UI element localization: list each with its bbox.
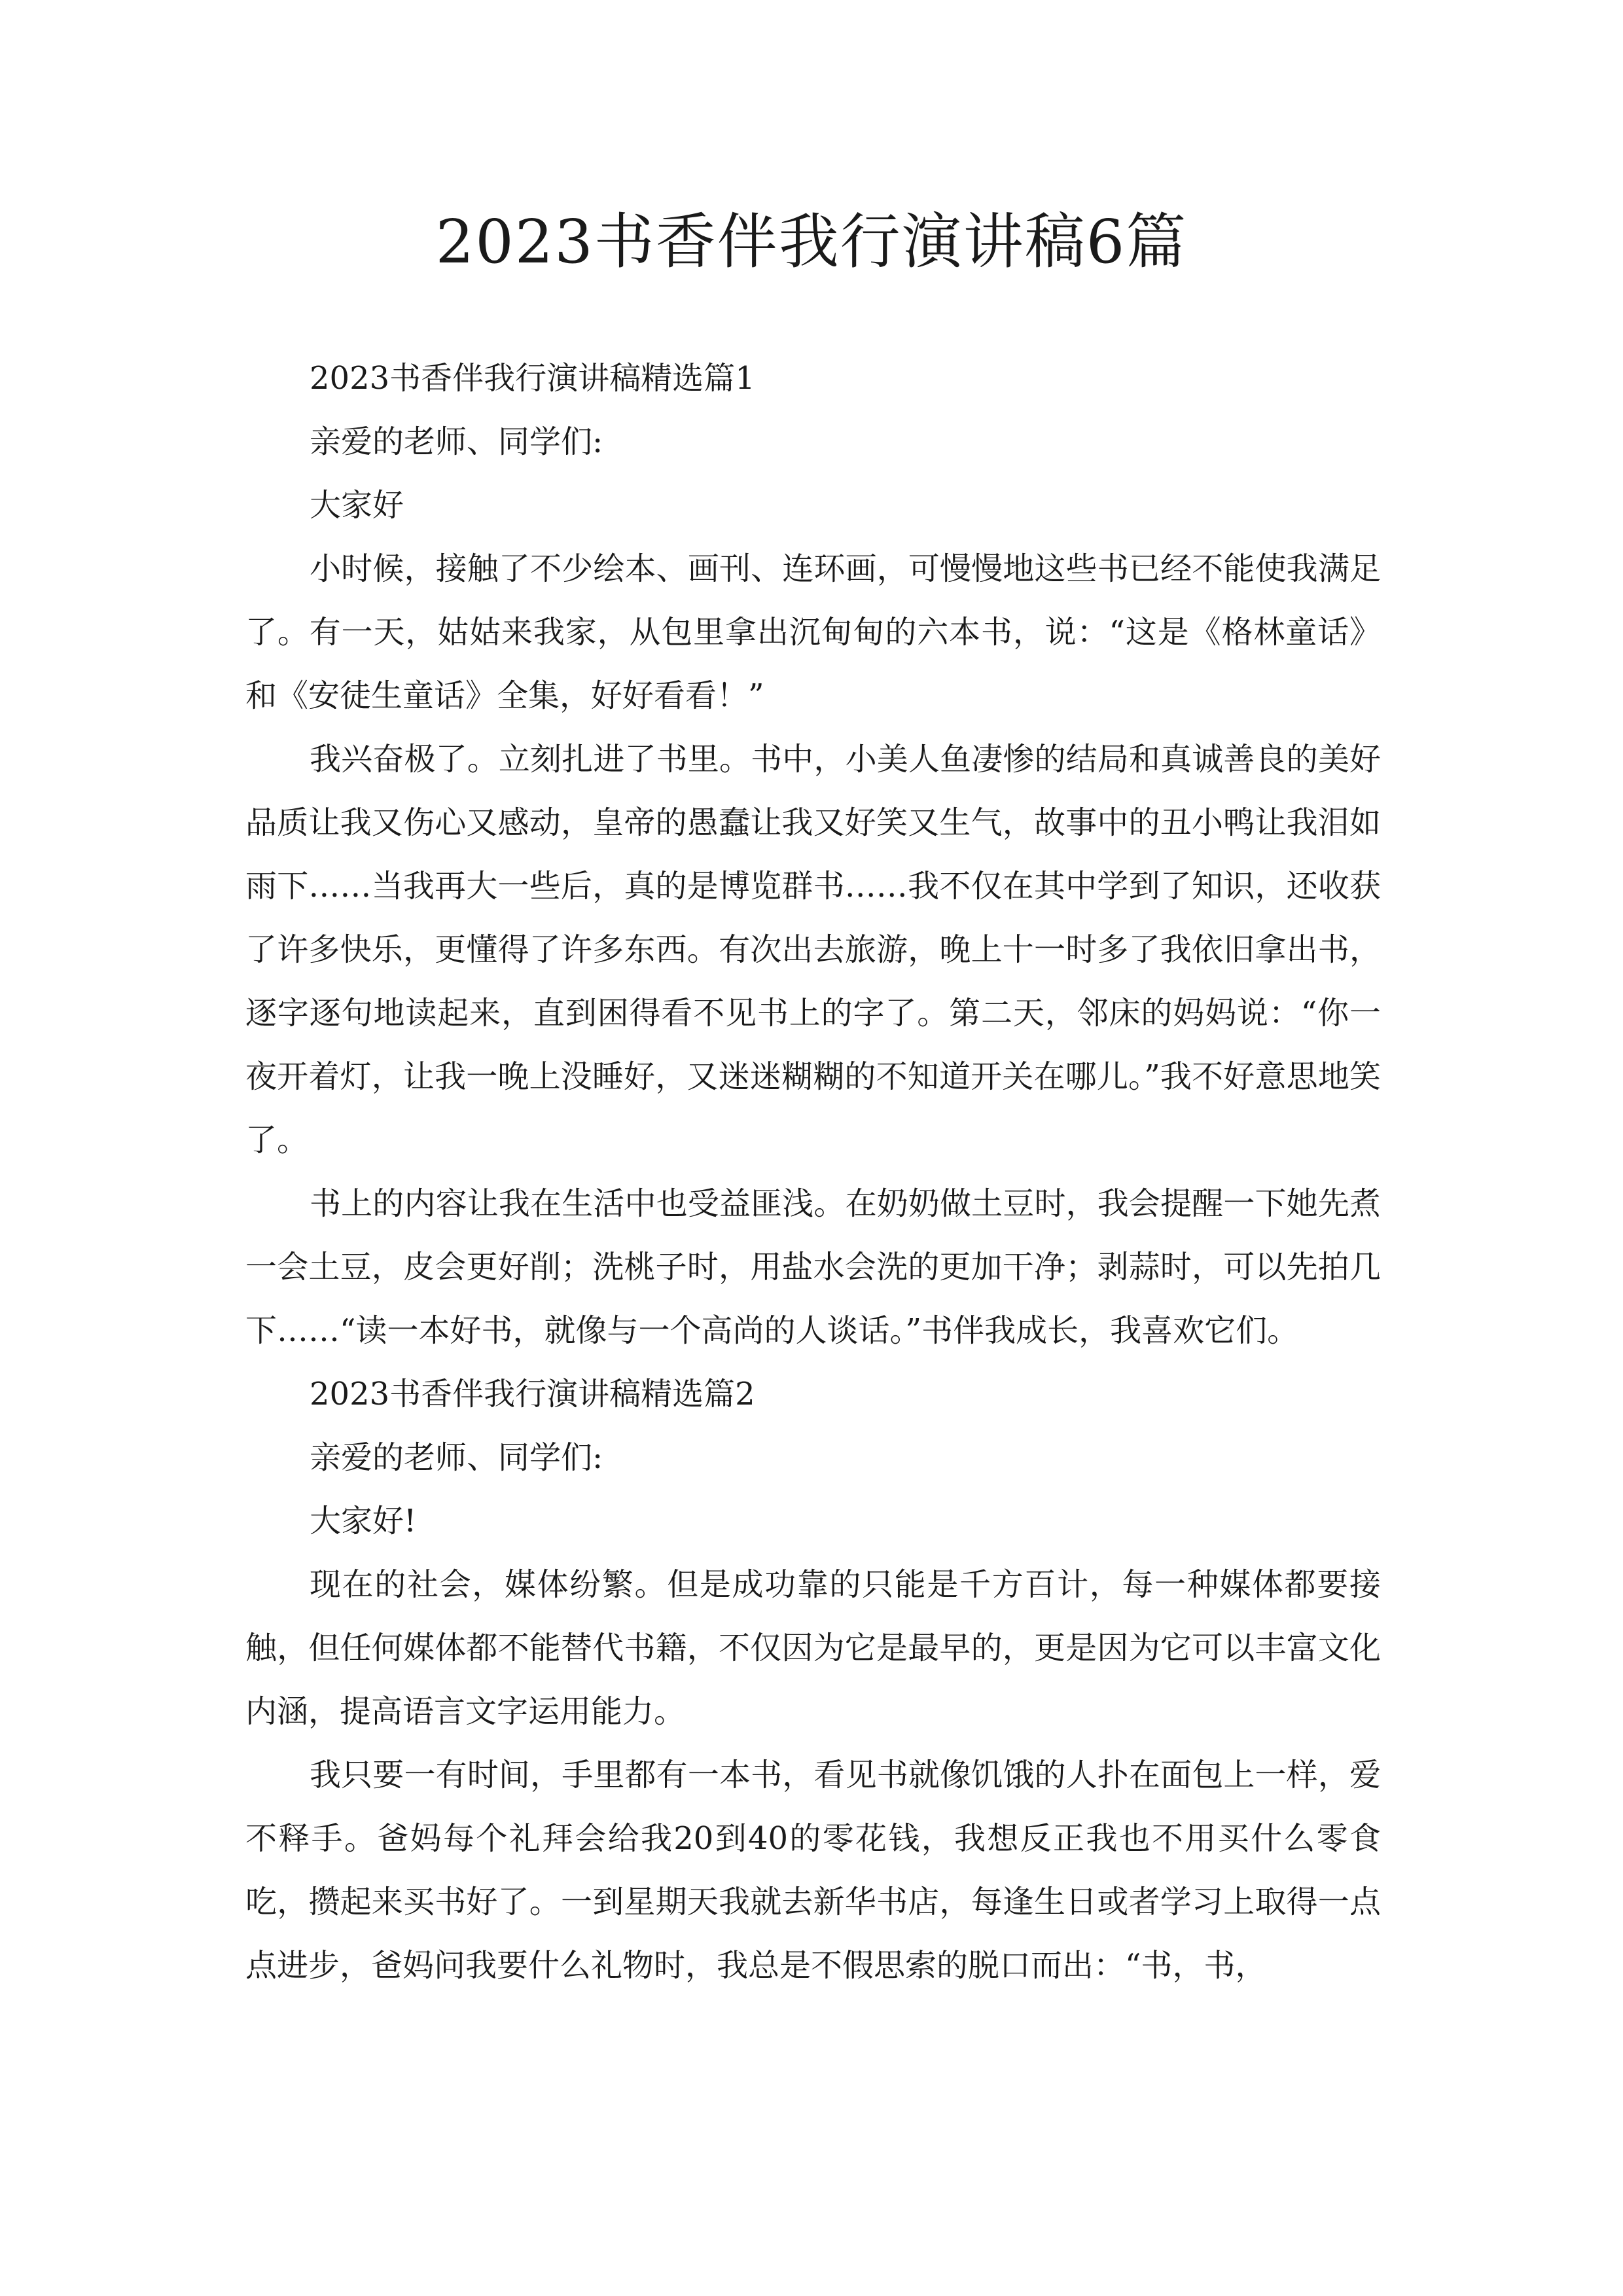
- section-heading-1: 2023书香伴我行演讲稿精选篇1: [310, 360, 755, 397]
- document-body: [245, 347, 1381, 1998]
- section-heading-2: 2023书香伴我行演讲稿精选篇2: [310, 1376, 755, 1412]
- paragraph: 我兴奋极了。立刻扎进了书里。书中，小美人鱼凄惨的结局和真诚善良的美好品质让我又伤心又感动，皇帝的愚蠢让我又好笑又生气，故事中的丑小鸭让我泪如雨下……当我再大一些后，真的是博览群书……我不仅在其中学到了知识，还收获了许多快乐，更懂得了许多东西。有次出去旅游，晚上十一时多了我依旧拿出书，逐字逐句地读起来，直到困得看不见书上的字了。第二天，邻床的妈妈说：“你一夜开着灯，让我一晚上没睡好，又迷迷糊糊的不知道开关在哪儿。”我不好意思地笑了。: [245, 741, 1381, 1158]
- salutation-2: 亲爱的老师、同学们:: [310, 1439, 603, 1476]
- salutation-1: 亲爱的老师、同学们:: [310, 423, 603, 460]
- greeting-2: 大家好!: [310, 1503, 417, 1539]
- paragraph: 我只要一有时间，手里都有一本书，看见书就像饥饿的人扑在面包上一样，爱不释手。爸妈每个礼拜会给我20到40的零花钱，我想反正我也不用买什么零食吃，攒起来买书好了。一到星期天我就去新华书店，每逢生日或者学习上取得一点点进步，爸妈问我要什么礼物时，我总是不假思索的脱口而出：“书，书，: [245, 1757, 1381, 1984]
- paragraph: 现在的社会，媒体纷繁。但是成功靠的只能是千方百计，每一种媒体都要接触，但任何媒体都不能替代书籍，不仅因为它是最早的，更是因为它可以丰富文化内涵，提高语言文字运用能力。: [245, 1566, 1381, 1730]
- greeting-1: 大家好: [310, 487, 404, 524]
- paragraph: 小时候，接触了不少绘本、画刊、连环画，可慢慢地这些书已经不能使我满足了。有一天，姑姑来我家，从包里拿出沉甸甸的六本书，说：“这是《格林童话》和《安徒生童话》全集，好好看看！”: [245, 550, 1381, 714]
- document-title: 2023书香伴我行演讲稿6篇: [435, 207, 1188, 277]
- paragraph: 书上的内容让我在生活中也受益匪浅。在奶奶做土豆时，我会提醒一下她先煮一会土豆，皮会更好削；洗桃子时，用盐水会洗的更加干净；剥蒜时，可以先拍几下……“读一本好书，就像与一个高尚的人谈话。”书伴我成长，我喜欢它们。: [245, 1185, 1381, 1349]
